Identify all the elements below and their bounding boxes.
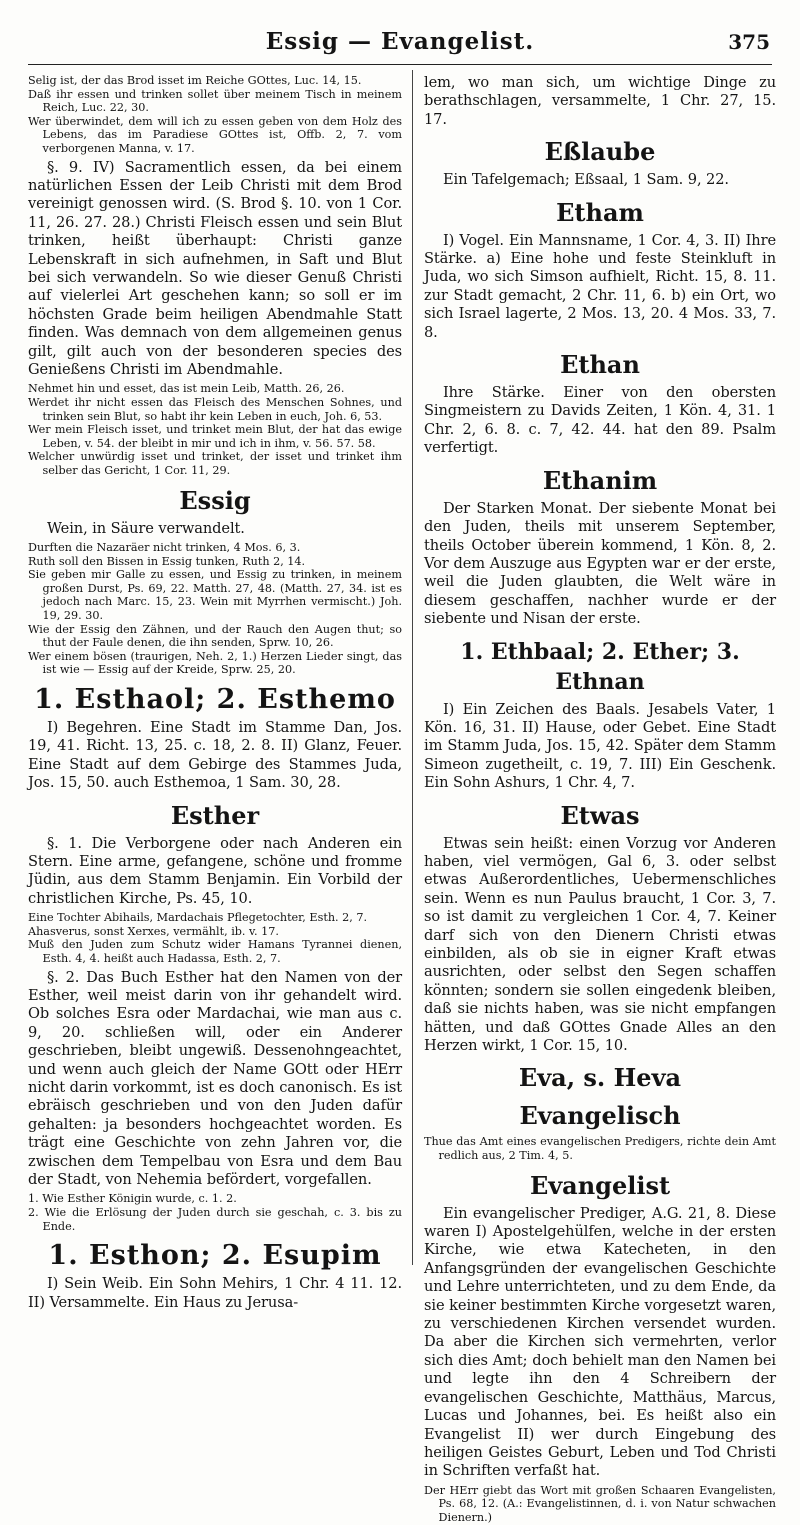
quote: Werdet ihr nicht essen das Fleisch des Menschen Sohnes, und trinken sein Blut, so habt ihr kein Leben in euch, Joh. 6, 53. — [28, 396, 402, 423]
quote: Nehmet hin und esset, das ist mein Leib, Matth. 26, 26. — [28, 382, 345, 396]
definition: Ein Tafelgemach; Eßsaal, 1 Sam. 9, 22. — [442, 171, 729, 189]
right-column — [424, 74, 776, 1525]
quote: Der HErr giebt das Wort mit großen Schaaren Evangelisten, Ps. 68, 12. (A.: Evangelistinnen, d. i. von Natur schwachen Dienern.) — [424, 1483, 776, 1524]
entry-heading-esther: Esther — [170, 800, 260, 830]
definition: Ihre Stärke. Einer von den obersten Singmeistern zu Davids Zeiten, 1 Kön. 4, 31. 1 Chr. 2, 6. 8. c. 7, 42. 44. hat den 89. Psalm verfertigt. — [424, 384, 776, 457]
quote: Wer überwindet, dem will ich zu essen geben von dem Holz des Lebens, das im Paradiese GOttes ist, Offb. 2, 7. vom verborgenen Manna, v. 17. — [28, 114, 402, 155]
list-item: 2. Wie die Erlösung der Juden durch sie geschah, c. 3. bis zu Ende. — [28, 1206, 402, 1233]
quote: Selig ist, der das Brod isset im Reiche GOttes, Luc. 14, 15. — [28, 74, 362, 87]
header-rule — [28, 64, 772, 65]
definition: I) Vogel. Ein Mannsname, 1 Cor. 4, 3. II) Ihre Stärke. a) Eine hohe und feste Steinkluft in Juda, wo sich Simson aufhielt, Richt. 15, 8. 11. zur Stadt gemacht, 2 Chr. 11, 6. b) ein Ort, wo sich Israel lagerte, 2 Mos. 13, 20. 4 Mos. 33, 7. 8. — [424, 231, 776, 341]
quote: Wie der Essig den Zähnen, und der Rauch den Augen thut; so thut der Faule denen, die ihn senden, Sprw. 10, 26. — [28, 622, 402, 650]
list-item: 1. Wie Esther Königin wurde, c. 1. 2. — [28, 1192, 237, 1206]
quote: Sie geben mir Galle zu essen, und Essig zu trinken, in meinem großen Durst, Ps. 69, 22. Matth. 27, 48. (Matth. 27, 34. ist es jedoch nach Marc. 15, 23. Wein mit Myrrhen vermischt.) Joh. 19, 29. 30. — [28, 568, 402, 622]
column-divider — [412, 70, 413, 1265]
definition: Wein, in Säure verwandelt. — [46, 519, 245, 537]
quote: Eine Tochter Abihails, Mardachais Pflegetochter, Esth. 2, 7. — [28, 911, 368, 925]
entry-heading-eva: Eva, s. Heva — [518, 1063, 682, 1093]
quote: Ahasverus, sonst Xerxes, vermählt, ib. v. 17. — [28, 924, 279, 938]
entry-heading-evangelist: Evangelist — [529, 1170, 671, 1200]
entry-heading-ethanim: Ethanim — [542, 465, 658, 495]
definition: Der Starken Monat. Der siebente Monat bei den Juden, theils mit unserem September, theils October überein kommend, 1 Kön. 8, 2. Vor dem Auszuge aus Egypten war er der erste, weil die Juden glaubten, die Welt wäre in diesem geschaffen, nachher wurde er der siebente und Nisan der erste. — [424, 499, 776, 628]
entry-heading-ethbaal: 1. Ethbaal; 2. Ether; 3. Ethnan — [460, 638, 740, 695]
quote: Durften die Nazaräer nicht trinken, 4 Mos. 6, 3. — [28, 541, 301, 554]
quote: Daß ihr essen und trinken sollet über meinem Tisch in meinem Reich, Luc. 22, 30. — [28, 87, 402, 115]
paragraph: §. 9. IV) Sacramentlich essen, da bei einem natürlichen Essen der Leib Christi mit dem Brod vereinigt genossen wird. (S. Brod §. 10. von 1 Cor. 11, 26. 27. 28.) Christi Fleisch essen und sein Blut trinken, heißt überhaupt: Christi ganze Lebenskraft in sich aufnehmen, in Saft und Blut bei sich verwandeln. So wie dieser Genuß Christi auf vielerlei Art geschehen kann; so soll er im höchsten Grade beim heiligen Abendmahle Statt finden. Was demnach von dem allgemeinen genus gilt, gilt auch von der besonderen species des Genießens Christi im Abendmahle. — [28, 158, 402, 379]
paragraph: §. 2. Das Buch Esther hat den Namen von der Esther, weil meist darin von ihr gehandelt wird. Ob solches Esra oder Mardachai, wie man aus c. 9, 20. schließen will, oder ein Anderer geschrieben, bleibt ungewiß. Dessenohngeachtet, und wenn auch gleich der Name GOtt oder HErr nicht darin vorkommt, ist es doch canonisch. Es ist ebräisch geschrieben und von den Juden dafür gehalten: ja besonders hochgeachtet worden. Es trägt eine Geschichte von zehn Jahren vor, die zwischen dem Tempelbau von Esra und dem Bau der Stadt, von Nehemia befördert, vorgefallen. — [28, 968, 402, 1189]
quote: Welcher unwürdig isset und trinket, der isset und trinket ihm selber das Gericht, 1 Cor. 11, 29. — [28, 450, 402, 477]
entry-heading-evangelisch: Evangelisch — [519, 1101, 681, 1131]
entry-heading-etwas: Etwas — [560, 800, 640, 830]
paragraph-continued: lem, wo man sich, um wichtige Dinge zu berathschlagen, versammelte, 1 Chr. 27, 15. 17. — [424, 74, 776, 128]
entry-heading-etham: Etham — [556, 197, 644, 227]
quote: Thue das Amt eines evangelischen Predigers, richte dein Amt redlich aus, 2 Tim. 4, 5. — [424, 1135, 776, 1163]
definition: Ein evangelischer Prediger, A.G. 21, 8. Diese waren I) Apostelgehülfen, welche in der ersten Kirche, wie etwa Katecheten, in den Anfangsgründen der evangelischen Geschichte und Lehre unterrichteten, und zu dem Ende, da sie keiner bestimmten Kirche vorgesetzt waren, zu verschiedenen Kirchen versendet wurden. Da aber die Kirchen sich vermehrten, verlor sich dies Amt; doch behielt man den Namen bei und legte ihn den 4 Schreibern der evangelischen Geschichte, Matthäus, Marcus, Lucas und Johannes, bei. Es heißt also ein Evangelist II) wer durch Eingebung des heiligen Geistes Geburt, Leben und Tod Christi in Schriften verfaßt hat. — [424, 1204, 776, 1480]
quote: Muß den Juden zum Schutz wider Hamans Tyrannei dienen, Esth. 4, 4. heißt auch Hadassa, Esth. 2, 7. — [28, 938, 402, 965]
running-title: Essig — Evangelist. — [265, 28, 535, 55]
entry-heading-esthon: 1. Esthon; 2. Esupim — [48, 1240, 382, 1272]
definition: I) Sein Weib. Ein Sohn Mehirs, 1 Chr. 4 11. 12. II) Versammelte. Ein Haus zu Jerusa- — [28, 1275, 402, 1311]
entry-heading-esthaol: 1. Esthaol; 2. Esthemo — [34, 683, 396, 715]
entry-heading-esslaube: Eßlaube — [544, 137, 656, 167]
definition: I) Ein Zeichen des Baals. Jesabels Vater, 1 Kön. 16, 31. II) Hause, oder Gebet. Eine Stadt im Stamm Juda, Jos. 15, 42. Später dem Stamm Simeon zugetheilt, c. 19, 7. III) Ein Geschenk. Ein Sohn Ashurs, 1 Chr. 4, 7. — [424, 700, 776, 792]
paragraph: §. 1. Die Verborgene oder nach Anderen ein Stern. Eine arme, gefangene, schöne und fromme Jüdin, aus dem Stamm Benjamin. Ein Vorbild der christlichen Kirche, Ps. 45, 10. — [28, 834, 402, 907]
quote: Wer einem bösen (traurigen, Neh. 2, 1.) Herzen Lieder singt, das ist wie — Essig auf der Kreide, Sprw. 25, 20. — [28, 649, 402, 677]
entry-heading-ethan: Ethan — [560, 350, 640, 380]
quote: Ruth soll den Bissen in Essig tunken, Ruth 2, 14. — [28, 554, 306, 568]
left-column — [28, 74, 402, 1312]
running-head — [0, 28, 800, 62]
definition: Etwas sein heißt: einen Vorzug vor Anderen haben, viel vermögen, Gal 6, 3. oder selbst etwas Außerordentliches, Uebermenschliches sein. Wenn es nun Paulus braucht, 1 Cor. 3, 7. so ist damit zu vergleichen 1 Cor. 4, 7. Keiner darf sich von den Dienern Christi etwas einbilden, als ob sie in eigner Kraft etwas ausrichten, oder selbst den Segen schaffen könnten; sondern sie sollen eingedenk bleiben, daß sie nichts haben, was sie nicht empfangen hätten, und daß GOttes Gnade Alles an den Herzen wirkt, 1 Cor. 15, 10. — [424, 834, 776, 1055]
page-number: 375 — [728, 30, 770, 54]
entry-heading-essig: Essig — [179, 485, 251, 515]
quote: Wer mein Fleisch isset, und trinket mein Blut, der hat das ewige Leben, v. 54. der bleibt in mir und ich in ihm, v. 56. 57. 58. — [28, 423, 402, 450]
definition: I) Begehren. Eine Stadt im Stamme Dan, Jos. 19, 41. Richt. 13, 25. c. 18, 2. 8. II) Glanz, Feuer. Eine Stadt auf dem Gebirge des Stammes Juda, Jos. 15, 50. auch Esthemoa, 1 Sam. 30, 28. — [28, 718, 402, 792]
